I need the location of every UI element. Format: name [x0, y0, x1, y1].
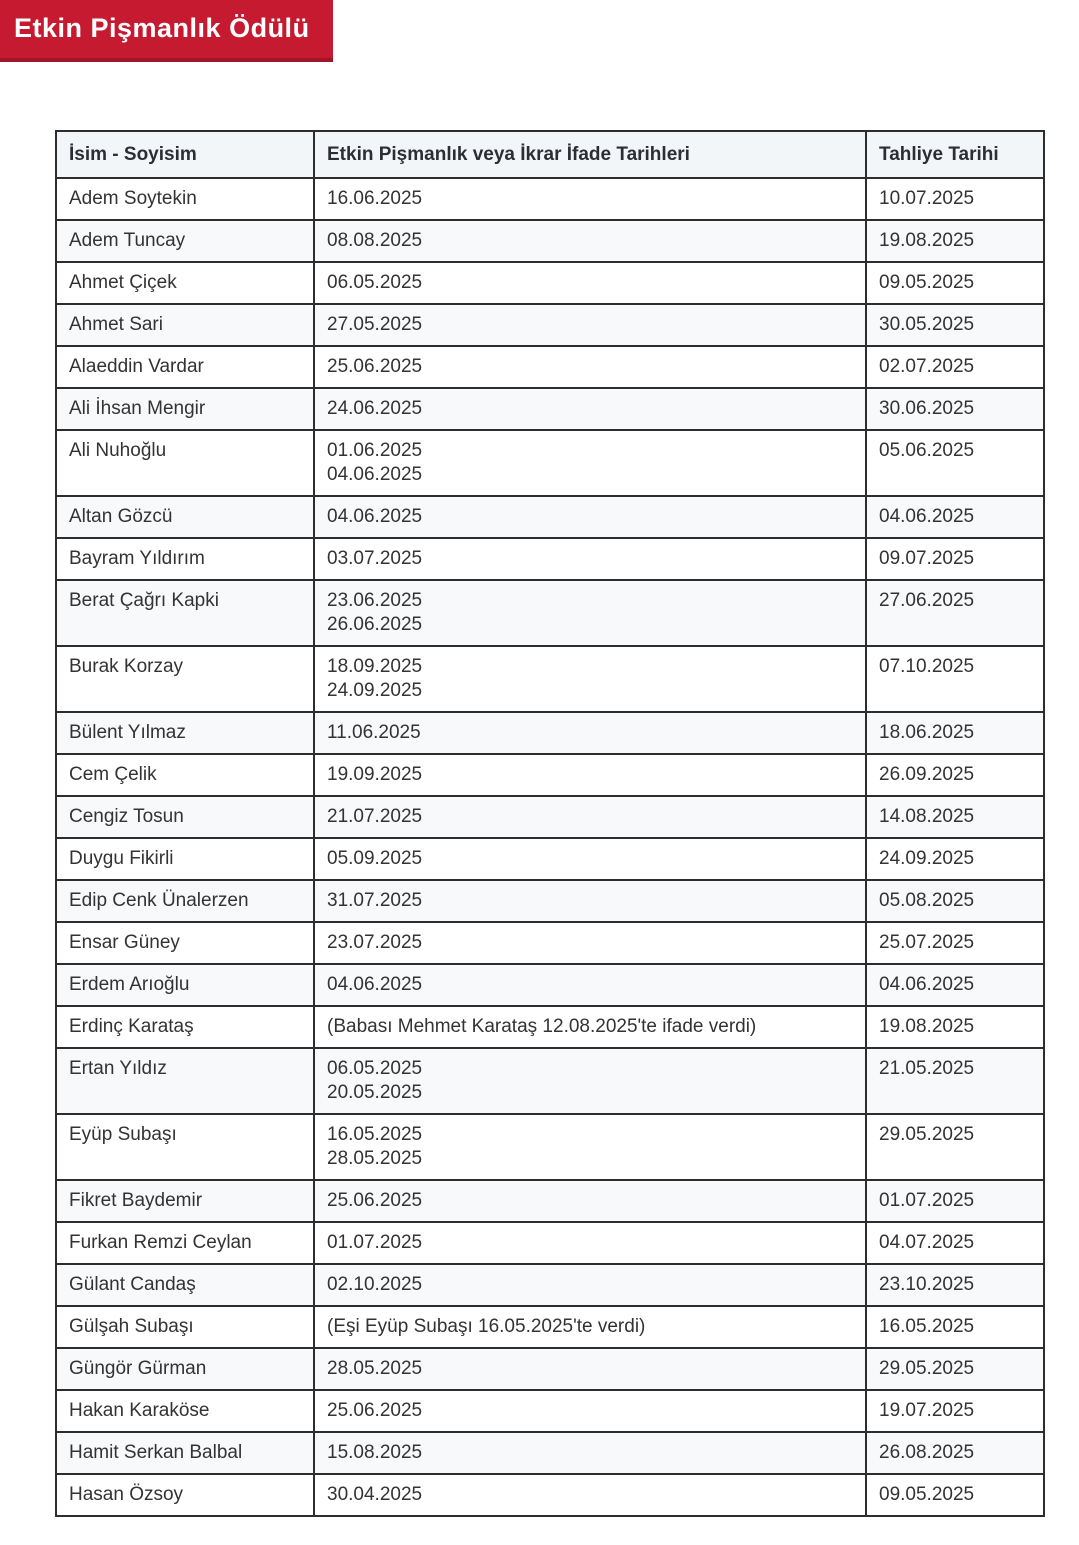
table-body [56, 178, 1044, 1516]
cell-name: Duygu Fikirli [56, 838, 314, 880]
table-row [56, 430, 1044, 496]
cell-release-date: 16.05.2025 [866, 1306, 1044, 1348]
cell-name: Bayram Yıldırım [56, 538, 314, 580]
cell-name: Furkan Remzi Ceylan [56, 1222, 314, 1264]
statement-date-line: 06.05.2025 [327, 272, 423, 293]
cell-release-date: 29.05.2025 [866, 1114, 1044, 1180]
table-row [56, 1114, 1044, 1180]
cell-statement-dates [314, 880, 866, 922]
cell-statement-dates [314, 796, 866, 838]
statement-date-line: 01.07.2025 [327, 1232, 423, 1253]
table-row [56, 178, 1044, 220]
cell-name: Erdem Arıoğlu [56, 964, 314, 1006]
cell-release-date: 30.05.2025 [866, 304, 1044, 346]
cell-release-date: 01.07.2025 [866, 1180, 1044, 1222]
cell-release-date: 05.06.2025 [866, 430, 1044, 496]
table-row [56, 1306, 1044, 1348]
cell-name: Ahmet Çiçek [56, 262, 314, 304]
cell-statement-dates [314, 346, 866, 388]
cell-name: Fikret Baydemir [56, 1180, 314, 1222]
cell-release-date: 24.09.2025 [866, 838, 1044, 880]
cell-release-date: 29.05.2025 [866, 1348, 1044, 1390]
statement-date-line: 21.07.2025 [327, 806, 423, 827]
statement-date-line: 02.10.2025 [327, 1274, 423, 1295]
cell-release-date: 02.07.2025 [866, 346, 1044, 388]
statement-date-line: 23.06.2025 [327, 590, 423, 611]
cell-statement-dates [314, 754, 866, 796]
cell-statement-dates [314, 712, 866, 754]
cell-release-date: 19.08.2025 [866, 1006, 1044, 1048]
header-row [56, 131, 1044, 178]
statement-date-line: 04.06.2025 [327, 464, 423, 485]
page-title: Etkin Pişmanlık Ödülü [14, 13, 310, 43]
cell-statement-dates [314, 1222, 866, 1264]
cell-statement-dates [314, 1306, 866, 1348]
cell-name: Hakan Karaköse [56, 1390, 314, 1432]
cell-statement-dates [314, 178, 866, 220]
cell-release-date: 18.06.2025 [866, 712, 1044, 754]
cell-statement-dates [314, 838, 866, 880]
cell-statement-dates [314, 1390, 866, 1432]
table-row [56, 1474, 1044, 1516]
cell-name: Berat Çağrı Kapki [56, 580, 314, 646]
statement-date-line: 23.07.2025 [327, 932, 423, 953]
statement-date-line: 04.06.2025 [327, 974, 423, 995]
cell-release-date: 19.08.2025 [866, 220, 1044, 262]
cell-statement-dates [314, 262, 866, 304]
statement-date-line: 04.06.2025 [327, 506, 423, 527]
cell-statement-dates [314, 496, 866, 538]
cell-name: Cem Çelik [56, 754, 314, 796]
statement-date-line: 18.09.2025 [327, 656, 423, 677]
cell-name: Bülent Yılmaz [56, 712, 314, 754]
page-title-banner [0, 0, 333, 62]
cell-statement-dates [314, 964, 866, 1006]
statement-date-line: (Eşi Eyüp Subaşı 16.05.2025'te verdi) [327, 1316, 646, 1337]
cell-name: Ensar Güney [56, 922, 314, 964]
table-row [56, 1222, 1044, 1264]
statement-date-line: 24.09.2025 [327, 680, 423, 701]
statement-date-line: 26.06.2025 [327, 614, 423, 635]
cell-statement-dates [314, 220, 866, 262]
table-row [56, 1432, 1044, 1474]
table-row [56, 220, 1044, 262]
table-row [56, 964, 1044, 1006]
statement-date-line: 24.06.2025 [327, 398, 423, 419]
table-row [56, 1180, 1044, 1222]
cell-release-date: 30.06.2025 [866, 388, 1044, 430]
cell-name: Ahmet Sari [56, 304, 314, 346]
cell-release-date: 27.06.2025 [866, 580, 1044, 646]
statement-date-line: 16.05.2025 [327, 1124, 423, 1145]
table-row [56, 754, 1044, 796]
cell-release-date: 23.10.2025 [866, 1264, 1044, 1306]
cell-name: Ali Nuhoğlu [56, 430, 314, 496]
statement-date-line: 31.07.2025 [327, 890, 423, 911]
cell-release-date: 26.08.2025 [866, 1432, 1044, 1474]
cell-release-date: 09.07.2025 [866, 538, 1044, 580]
cell-release-date: 14.08.2025 [866, 796, 1044, 838]
cell-release-date: 19.07.2025 [866, 1390, 1044, 1432]
cell-release-date: 04.07.2025 [866, 1222, 1044, 1264]
cell-name: Güngör Gürman [56, 1348, 314, 1390]
cell-statement-dates [314, 1180, 866, 1222]
table-row [56, 580, 1044, 646]
table-row [56, 388, 1044, 430]
table-row [56, 646, 1044, 712]
cell-statement-dates [314, 1048, 866, 1114]
statement-date-line: 03.07.2025 [327, 548, 423, 569]
cell-name: Eyüp Subaşı [56, 1114, 314, 1180]
cell-name: Cengiz Tosun [56, 796, 314, 838]
statement-date-line: 25.06.2025 [327, 356, 423, 377]
table-row [56, 538, 1044, 580]
statement-date-line: 05.09.2025 [327, 848, 423, 869]
table-row [56, 796, 1044, 838]
cell-release-date: 10.07.2025 [866, 178, 1044, 220]
cell-statement-dates [314, 922, 866, 964]
cell-statement-dates [314, 538, 866, 580]
table-row [56, 496, 1044, 538]
cell-release-date: 09.05.2025 [866, 1474, 1044, 1516]
statement-date-line: 20.05.2025 [327, 1082, 423, 1103]
cell-statement-dates [314, 646, 866, 712]
table-row [56, 1264, 1044, 1306]
statement-date-line: 25.06.2025 [327, 1190, 423, 1211]
statement-date-line: 06.05.2025 [327, 1058, 423, 1079]
cell-statement-dates [314, 1006, 866, 1048]
statement-date-line: 11.06.2025 [327, 722, 421, 743]
cell-statement-dates [314, 1474, 866, 1516]
cell-release-date: 09.05.2025 [866, 262, 1044, 304]
statement-date-line: 28.05.2025 [327, 1358, 423, 1379]
statement-date-line: 30.04.2025 [327, 1484, 423, 1505]
col-header-release: Tahliye Tarihi [866, 131, 1044, 178]
cell-statement-dates [314, 388, 866, 430]
remorse-table [55, 130, 1045, 1517]
table-container [55, 130, 1043, 1517]
statement-date-line: 16.06.2025 [327, 188, 423, 209]
cell-name: Adem Soytekin [56, 178, 314, 220]
cell-release-date: 05.08.2025 [866, 880, 1044, 922]
table-row [56, 838, 1044, 880]
table-row [56, 1006, 1044, 1048]
cell-release-date: 25.07.2025 [866, 922, 1044, 964]
cell-statement-dates [314, 1114, 866, 1180]
statement-date-line: 15.08.2025 [327, 1442, 423, 1463]
statement-date-line: 25.06.2025 [327, 1400, 423, 1421]
cell-statement-dates [314, 1348, 866, 1390]
cell-name: Erdinç Karataş [56, 1006, 314, 1048]
cell-name: Ertan Yıldız [56, 1048, 314, 1114]
cell-release-date: 07.10.2025 [866, 646, 1044, 712]
cell-release-date: 21.05.2025 [866, 1048, 1044, 1114]
cell-statement-dates [314, 1432, 866, 1474]
table-row [56, 346, 1044, 388]
cell-name: Gülşah Subaşı [56, 1306, 314, 1348]
table-row [56, 1348, 1044, 1390]
table-row [56, 262, 1044, 304]
cell-release-date: 04.06.2025 [866, 496, 1044, 538]
statement-date-line: 19.09.2025 [327, 764, 423, 785]
table-row [56, 880, 1044, 922]
cell-statement-dates [314, 304, 866, 346]
cell-name: Altan Gözcü [56, 496, 314, 538]
cell-name: Hamit Serkan Balbal [56, 1432, 314, 1474]
table-row [56, 304, 1044, 346]
cell-release-date: 04.06.2025 [866, 964, 1044, 1006]
col-header-dates: Etkin Pişmanlık veya İkrar İfade Tarihleri [314, 131, 866, 178]
cell-statement-dates [314, 1264, 866, 1306]
statement-date-line: 27.05.2025 [327, 314, 423, 335]
col-header-name: İsim - Soyisim [56, 131, 314, 178]
table-row [56, 712, 1044, 754]
cell-name: Ali İhsan Mengir [56, 388, 314, 430]
table-row [56, 1048, 1044, 1114]
table-row [56, 922, 1044, 964]
cell-release-date: 26.09.2025 [866, 754, 1044, 796]
statement-date-line: (Babası Mehmet Karataş 12.08.2025'te ifade verdi) [327, 1016, 757, 1037]
cell-statement-dates [314, 430, 866, 496]
cell-name: Hasan Özsoy [56, 1474, 314, 1516]
cell-name: Burak Korzay [56, 646, 314, 712]
cell-name: Edip Cenk Ünalerzen [56, 880, 314, 922]
statement-date-line: 01.06.2025 [327, 440, 423, 461]
cell-statement-dates [314, 580, 866, 646]
cell-name: Alaeddin Vardar [56, 346, 314, 388]
table-row [56, 1390, 1044, 1432]
cell-name: Adem Tuncay [56, 220, 314, 262]
cell-name: Gülant Candaş [56, 1264, 314, 1306]
statement-date-line: 08.08.2025 [327, 230, 423, 251]
statement-date-line: 28.05.2025 [327, 1148, 423, 1169]
